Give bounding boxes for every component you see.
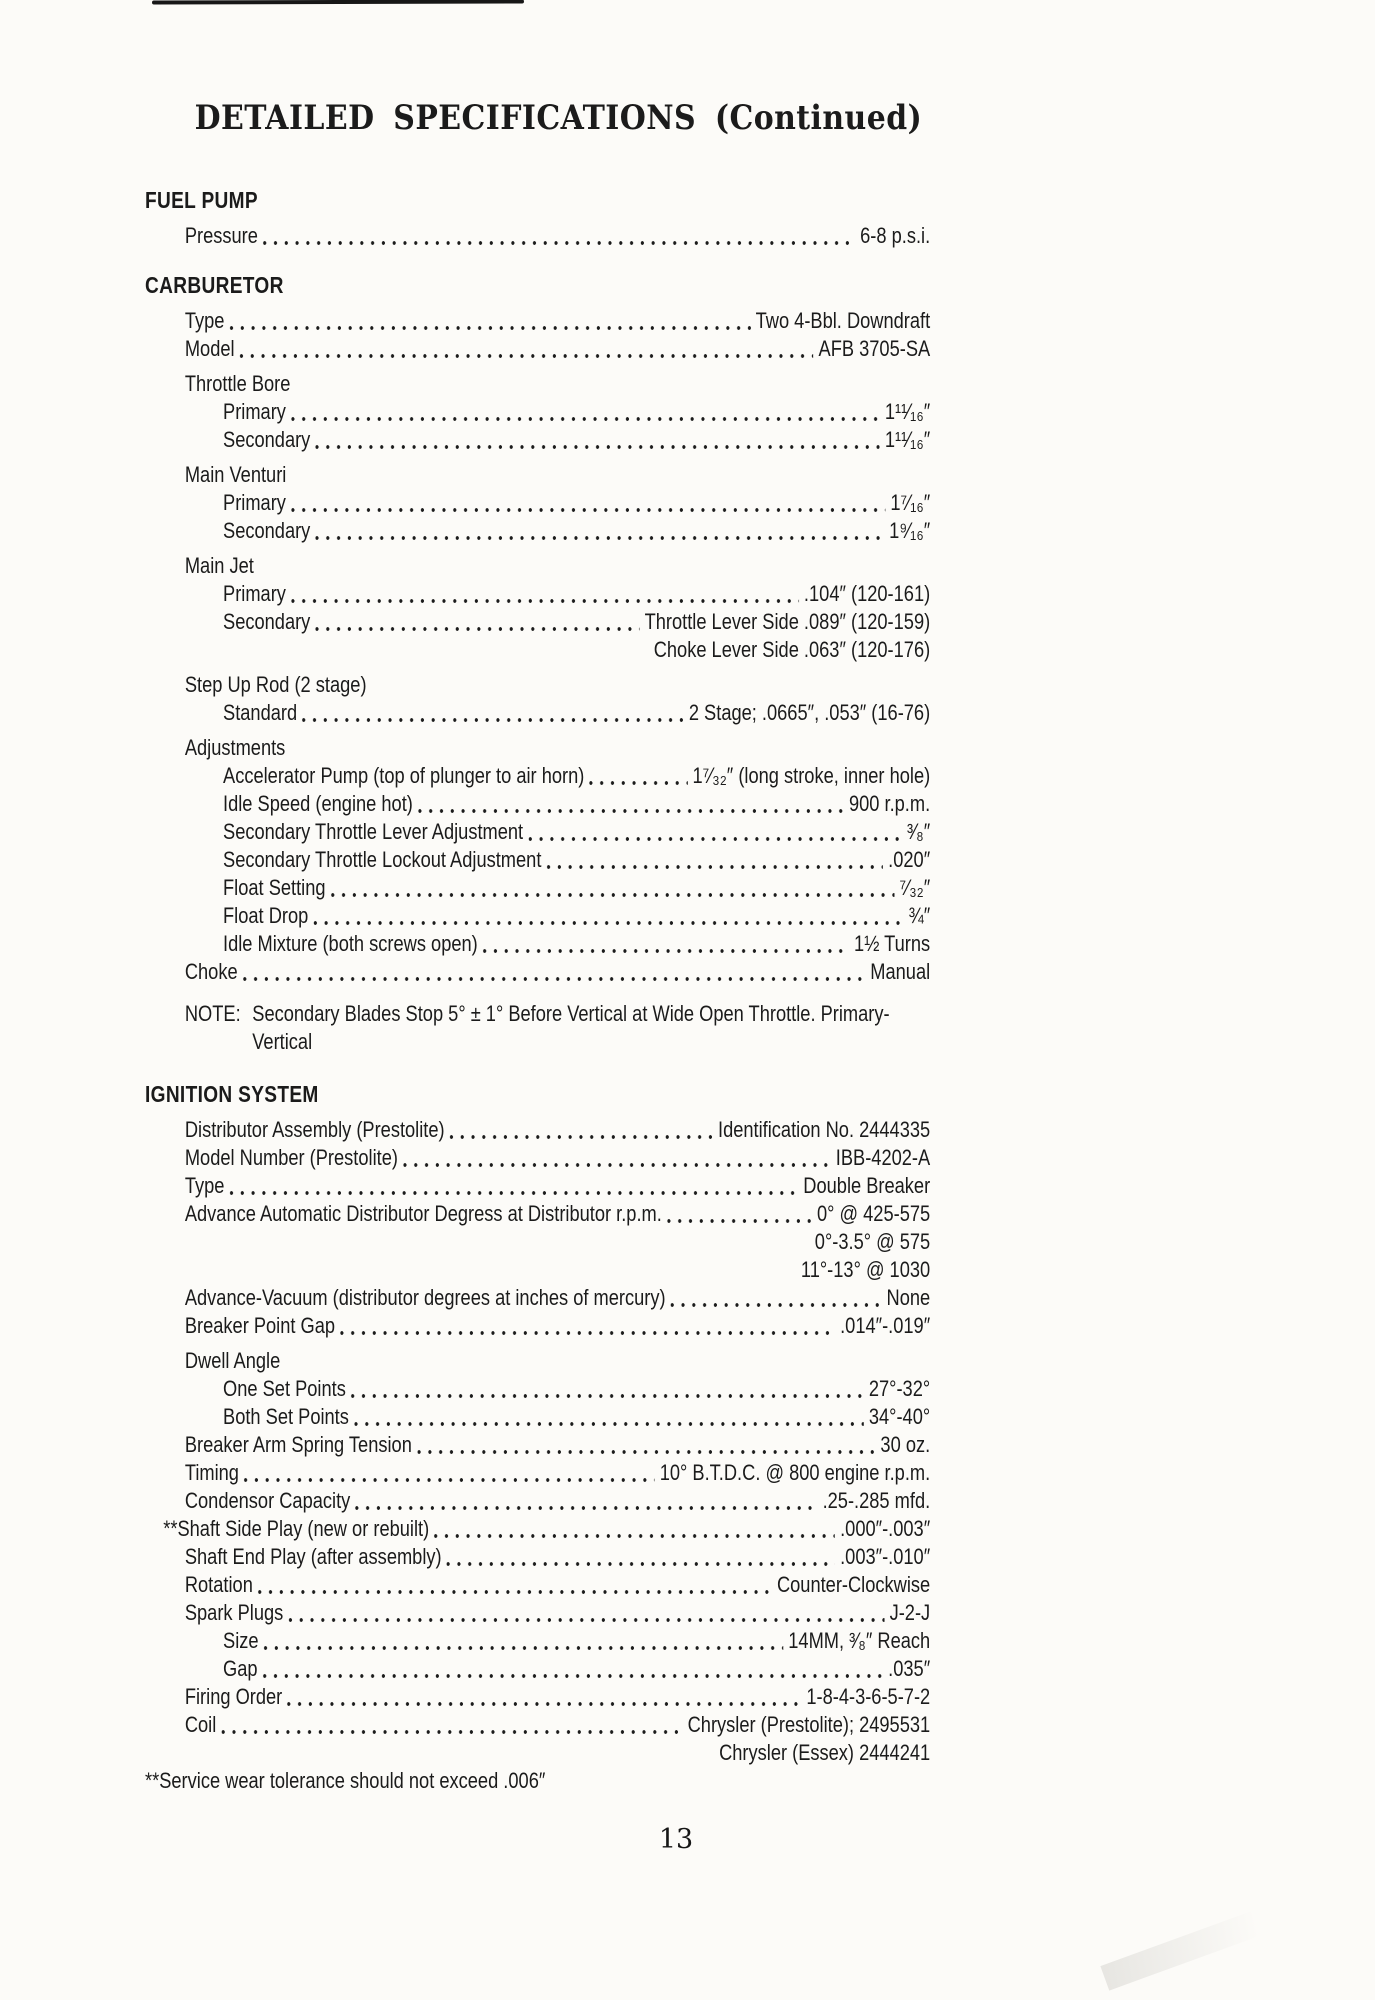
group-label: Main Jet: [184, 553, 254, 578]
dot-leader: [667, 1219, 812, 1223]
spec-row: [145, 958, 930, 986]
dot-leader: [315, 627, 639, 631]
spec-label: Model Number (Prestolite): [184, 1145, 398, 1170]
spec-value: Choke Lever Side .063″ (120-176): [653, 637, 931, 662]
spec-content: [145, 186, 930, 1795]
note-body: [252, 1000, 889, 1056]
spec-label: Breaker Point Gap: [184, 1313, 336, 1338]
dot-leader: [258, 1590, 772, 1594]
spec-label: **Shaft Side Play (new or rebuilt): [163, 1516, 430, 1541]
spec-label: Advance Automatic Distributor Degress at Distributor r.p.m.: [184, 1201, 662, 1226]
spec-row: [145, 1655, 930, 1683]
spec-label: Secondary: [223, 518, 311, 543]
spec-group-row: [145, 370, 930, 398]
spec-value: None: [886, 1285, 931, 1310]
spec-value: .25-.285 mfd.: [822, 1488, 931, 1513]
note-text-line-2: Vertical: [252, 1029, 313, 1054]
spec-label: Firing Order: [184, 1684, 283, 1709]
spec-label: Size: [223, 1628, 259, 1653]
spec-value: .014″-.019″: [840, 1313, 931, 1338]
spec-row: [145, 846, 930, 874]
spec-row: [145, 790, 930, 818]
spec-value: .003″-.010″: [840, 1544, 931, 1569]
spec-row: [145, 1627, 930, 1655]
dot-leader: [450, 1135, 713, 1139]
spec-label: Secondary Throttle Lever Adjustment: [223, 819, 524, 844]
spec-value: 34°-40°: [868, 1404, 931, 1429]
spec-value: 1-8-4-3-6-5-7-2: [806, 1684, 931, 1709]
group-label: Main Venturi: [184, 462, 287, 487]
spec-value: 1⁷⁄₁₆″: [890, 490, 931, 515]
spec-row: [145, 818, 930, 846]
spec-value: Chrysler (Essex) 2444241: [719, 1740, 931, 1765]
dot-leader: [291, 599, 799, 603]
section-header-fuel-pump: FUEL PUMP: [145, 187, 258, 213]
spec-row: [145, 1683, 930, 1711]
spec-row: [145, 874, 930, 902]
spec-row: [145, 608, 930, 636]
spec-label: Type: [184, 308, 225, 333]
note-label: NOTE:: [184, 1001, 241, 1026]
spec-value: 1¹¹⁄₁₆″: [884, 399, 931, 424]
spec-label: Advance-Vacuum (distributor degrees at inches of mercury): [184, 1285, 666, 1310]
spec-value: .000″-.003″: [840, 1516, 931, 1541]
spec-value: 27°-32°: [868, 1376, 931, 1401]
spec-label: Accelerator Pump (top of plunger to air horn): [223, 763, 585, 788]
page-title: DETAILED SPECIFICATIONS (Continued): [194, 98, 923, 138]
dot-leader: [244, 1478, 655, 1482]
section-header-ignition-system: IGNITION SYSTEM: [145, 1081, 319, 1107]
dot-leader: [351, 1394, 864, 1398]
dot-leader: [291, 508, 886, 512]
spec-label: Distributor Assembly (Prestolite): [184, 1117, 445, 1142]
spec-group-row: [145, 671, 930, 699]
dot-leader: [528, 837, 902, 841]
spec-group-row: [145, 461, 930, 489]
spec-value: Double Breaker: [803, 1173, 931, 1198]
dot-leader: [417, 1450, 876, 1454]
spec-value: 10° B.T.D.C. @ 800 engine r.p.m.: [659, 1460, 931, 1485]
spec-label: One Set Points: [223, 1376, 346, 1401]
spec-value: 1½ Turns: [854, 931, 931, 956]
dot-leader: [240, 354, 814, 358]
scan-artifact-corner-shadow: [1100, 1911, 1259, 1990]
dot-leader: [671, 1303, 882, 1307]
spec-label: Idle Mixture (both screws open): [223, 931, 478, 956]
spec-value: 1¹¹⁄₁₆″: [884, 427, 931, 452]
dot-leader: [263, 241, 855, 245]
spec-row: [145, 222, 930, 250]
dot-leader: [313, 921, 903, 925]
spec-row: [145, 1543, 930, 1571]
spec-row: [145, 902, 930, 930]
spec-row: [145, 426, 930, 454]
spec-label: Secondary: [223, 427, 311, 452]
dot-leader: [315, 536, 884, 540]
spec-label: Timing: [184, 1460, 239, 1485]
dot-leader: [483, 949, 849, 953]
spec-label: Secondary Throttle Lockout Adjustment: [223, 847, 542, 872]
spec-label: Model: [184, 336, 235, 361]
note-text-line-1: Secondary Blades Stop 5° ± 1° Before Vertical at Wide Open Throttle. Primary-: [252, 1001, 890, 1026]
spec-label: Standard: [223, 700, 298, 725]
footnote: **Service wear tolerance should not exceed .006″: [145, 1768, 546, 1793]
spec-label: Primary: [223, 490, 286, 515]
spec-value: Manual: [870, 959, 931, 984]
spec-row: [145, 580, 930, 608]
spec-row: [145, 1711, 930, 1739]
dot-leader: [340, 1331, 835, 1335]
spec-row: [145, 1144, 930, 1172]
spec-value: Counter-Clockwise: [776, 1572, 931, 1597]
dot-leader: [354, 1422, 864, 1426]
spec-continuation-row: [145, 636, 930, 664]
spec-value: 1⁹⁄₁₆″: [889, 518, 931, 543]
spec-row: [145, 1375, 930, 1403]
spec-label: Float Drop: [223, 903, 309, 928]
spec-group-row: [145, 1347, 930, 1375]
spec-row: [145, 489, 930, 517]
spec-group-row: [145, 552, 930, 580]
spec-row: [145, 1312, 930, 1340]
scan-artifact-top-edge: [152, 0, 524, 4]
dot-leader: [589, 781, 687, 785]
section-header-carburetor: CARBURETOR: [145, 272, 284, 298]
dot-leader: [302, 718, 684, 722]
spec-label: Rotation: [184, 1572, 253, 1597]
spec-value: AFB 3705-SA: [818, 336, 931, 361]
spec-value: 1⁷⁄₃₂″ (long stroke, inner hole): [692, 763, 931, 788]
spec-row: [145, 1172, 930, 1200]
spec-row: [145, 930, 930, 958]
dot-leader: [418, 809, 844, 813]
spec-value: Two 4-Bbl. Downdraft: [755, 308, 931, 333]
dot-leader: [264, 1646, 784, 1650]
dot-leader: [243, 977, 866, 981]
spec-value: 30 oz.: [880, 1432, 931, 1457]
dot-leader: [221, 1730, 682, 1734]
spec-row: [145, 1515, 930, 1543]
spec-value: .020″: [888, 847, 931, 872]
group-label: Step Up Rod (2 stage): [184, 672, 367, 697]
spec-label: Choke: [184, 959, 238, 984]
spec-value: ³⁄₈″: [907, 819, 931, 844]
spec-label: Spark Plugs: [184, 1600, 284, 1625]
spec-continuation-row: [145, 1256, 930, 1284]
spec-value: .035″: [888, 1656, 931, 1681]
spec-value: IBB-4202-A: [835, 1145, 931, 1170]
group-label: Throttle Bore: [184, 371, 291, 396]
spec-value: 11°-13° @ 1030: [800, 1257, 931, 1282]
spec-label: Secondary: [223, 609, 311, 634]
spec-label: Shaft End Play (after assembly): [184, 1544, 442, 1569]
dot-leader: [263, 1674, 884, 1678]
spec-value: .104″ (120-161): [803, 581, 931, 606]
spec-label: Gap: [223, 1656, 258, 1681]
spec-row: [145, 762, 930, 790]
dot-leader: [447, 1562, 836, 1566]
spec-value: Chrysler (Prestolite); 2495531: [687, 1712, 931, 1737]
dot-leader: [355, 1506, 817, 1510]
spec-row: [145, 1403, 930, 1431]
dot-leader: [288, 1618, 884, 1622]
dot-leader: [315, 445, 880, 449]
group-label: Dwell Angle: [184, 1348, 281, 1373]
spec-value: 2 Stage; .0665″, .053″ (16-76): [688, 700, 931, 725]
spec-row: [145, 335, 930, 363]
spec-row: [145, 1599, 930, 1627]
spec-row: [145, 1284, 930, 1312]
spec-label: Coil: [184, 1712, 217, 1737]
spec-continuation-row: [145, 1228, 930, 1256]
spec-row: [145, 307, 930, 335]
spec-row: [145, 1431, 930, 1459]
spec-label: Both Set Points: [223, 1404, 349, 1429]
dot-leader: [229, 326, 750, 330]
dot-leader: [403, 1163, 831, 1167]
spec-label: Idle Speed (engine hot): [223, 791, 413, 816]
spec-value: 0°-3.5° @ 575: [814, 1229, 931, 1254]
dot-leader: [434, 1534, 835, 1538]
spec-label: Primary: [223, 581, 286, 606]
spec-value: Throttle Lever Side .089″ (120-159): [644, 609, 931, 634]
spec-continuation-row: [145, 1739, 930, 1767]
spec-group-row: [145, 734, 930, 762]
spec-row: [145, 517, 930, 545]
dot-leader: [291, 417, 880, 421]
spec-label: Type: [184, 1173, 225, 1198]
spec-value: J-2-J: [889, 1600, 931, 1625]
spec-value: 0° @ 425-575: [817, 1201, 931, 1226]
spec-row: [145, 398, 930, 426]
spec-value: 900 r.p.m.: [848, 791, 931, 816]
page-title-wrap: [145, 98, 935, 138]
spec-label: Primary: [223, 399, 286, 424]
spec-value: 6-8 p.s.i.: [860, 223, 931, 248]
note: [145, 1000, 930, 1056]
spec-label: Breaker Arm Spring Tension: [184, 1432, 412, 1457]
page-number: 13: [658, 1824, 694, 1855]
spec-row: [145, 1116, 930, 1144]
group-label: Adjustments: [184, 735, 286, 760]
spec-value: ¾″: [908, 903, 931, 928]
spec-row: [145, 1571, 930, 1599]
spec-label: Float Setting: [223, 875, 326, 900]
spec-label: Condensor Capacity: [184, 1488, 351, 1513]
spec-row: [145, 1459, 930, 1487]
spec-label: Pressure: [184, 223, 258, 248]
spec-row: [145, 699, 930, 727]
dot-leader: [229, 1191, 798, 1195]
spec-row: [145, 1200, 930, 1228]
spec-value: ⁷⁄₃₂″: [899, 875, 931, 900]
dot-leader: [287, 1702, 801, 1706]
spec-row: [145, 1487, 930, 1515]
dot-leader: [331, 893, 895, 897]
dot-leader: [546, 865, 883, 869]
spec-value: 14MM, ³⁄₈″ Reach: [788, 1628, 931, 1653]
spec-value: Identification No. 2444335: [717, 1117, 931, 1142]
